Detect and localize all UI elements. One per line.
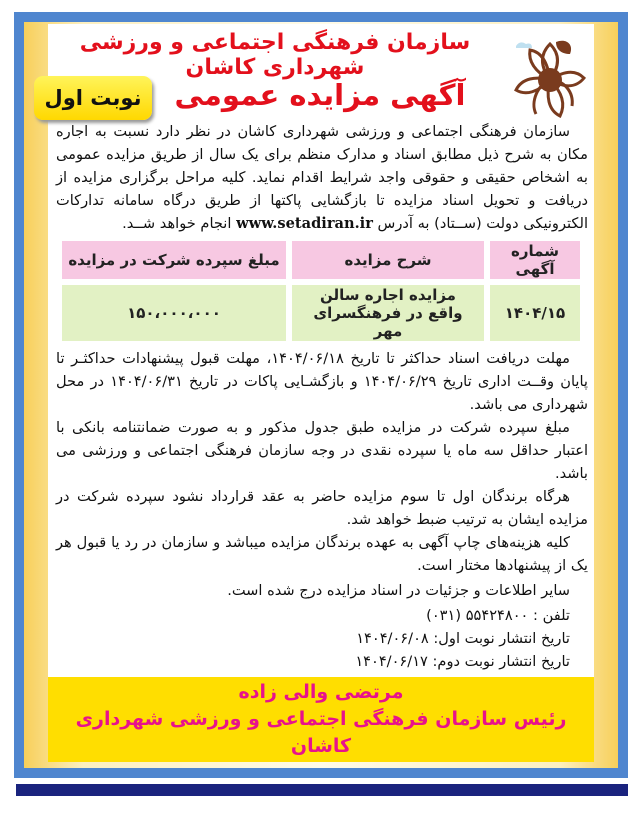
table-header-row [62, 241, 580, 279]
intro-text-end: انجام خواهد شــد. [122, 215, 232, 232]
details-section [48, 347, 594, 673]
intro-text: سازمان فرهنگی اجتماعی و ورزشی شهرداری کاشان در نظر دارد نسبت به اجاره مکان به شرح ذیل مطابق اسناد و مدارک منظم برای یک سال از طریق مزایده عمومی به اشخاص حقیقی و حقوقی واجد شرایط اقدام نماید. کلیه مراحل برگزاری مزایده از دریافت و تحویل اسناد مزایده تا بازگشایی پاکتها از طریق درگاه سامانه تدارکات الکترونیکی دولت (ســتاد) به آدرس [56, 123, 588, 232]
winners-paragraph: هرگاه برندگان اول تا سوم مزایده حاضر به عقد قرارداد نشود سپرده شرکت در مزایده ایشان به ترتیب ضبط خواهد شد. [56, 488, 588, 528]
website-link[interactable]: www.setadiran.ir [236, 215, 373, 232]
inner-frame [24, 22, 618, 768]
cell-description: مزایده اجاره سالن واقع در فرهنگسرای مهر [292, 285, 484, 341]
cell-notice-number: ۱۴۰۴/۱۵ [490, 285, 580, 341]
signatory-position: رئیس سازمان فرهنگی اجتماعی و ورزشی شهرداری کاشان [75, 708, 567, 757]
second-publish-date: تاریخ انتشار نوبت دوم: ۱۴۰۴/۰۶/۱۷ [355, 653, 570, 670]
auction-table [56, 235, 586, 347]
cell-deposit: ۱۵۰،۰۰۰،۰۰۰ [62, 285, 286, 341]
header [44, 24, 594, 120]
deadline-paragraph: مهلت دریافت اسناد حداکثر تا تاریخ ۱۴۰۴/۰۶/۱۸، مهلت قبول پیشنهادات حداکثـر تا پایان وقــت اداری تاریخ ۱۴۰۴/۰۶/۲۹ و بازگشـایی پاکات در تاریخ ۱۴۰۴/۰۶/۳۱ در محل شهرداری می باشد. [56, 350, 588, 413]
deposit-paragraph: مبلغ سپرده شرکت در مزایده طبق جدول مذکور و به صورت ضمانتنامه بانکی با اعتبار حداقل سه ماه یا سپرده نقدی در وجه سازمان فرهنگی اجتماعی و ورزشی می باشد. [56, 419, 588, 482]
organization-title: سازمان فرهنگی اجتماعی و ورزشی شهرداری کاشان [79, 30, 471, 80]
costs-paragraph: کلیه هزینه‌های چاپ آگهی به عهده برندگان مزایده میباشد و سازمان در رد یا قبول هر یک از پیشنهادها مختار است. [56, 534, 588, 574]
col-header-notice-number: شماره آگهی [490, 241, 580, 279]
col-header-deposit: مبلغ سپرده شرکت در مزایده [62, 241, 286, 279]
content-area [44, 24, 594, 762]
signatory-name: مرتضی والی زاده [238, 681, 404, 703]
page-title: آگهی مزایده عمومی [174, 78, 466, 112]
intro-paragraph [48, 120, 594, 235]
round-badge: نوبت اول [34, 76, 152, 120]
col-header-description: شرح مزایده [292, 241, 484, 279]
table-row [62, 285, 580, 341]
outer-frame [14, 12, 628, 778]
signature-band [48, 677, 594, 762]
organization-logo-icon [510, 36, 590, 124]
first-publish-date: تاریخ انتشار نوبت اول: ۱۴۰۴/۰۶/۰۸ [356, 630, 570, 647]
phone-number: تلفن : ۵۵۴۲۴۸۰۰ (۰۳۱) [426, 607, 570, 624]
bottom-bar [16, 784, 628, 796]
info-paragraph: سایر اطلاعات و جزئیات در اسناد مزایده درج شده است. [227, 582, 570, 599]
